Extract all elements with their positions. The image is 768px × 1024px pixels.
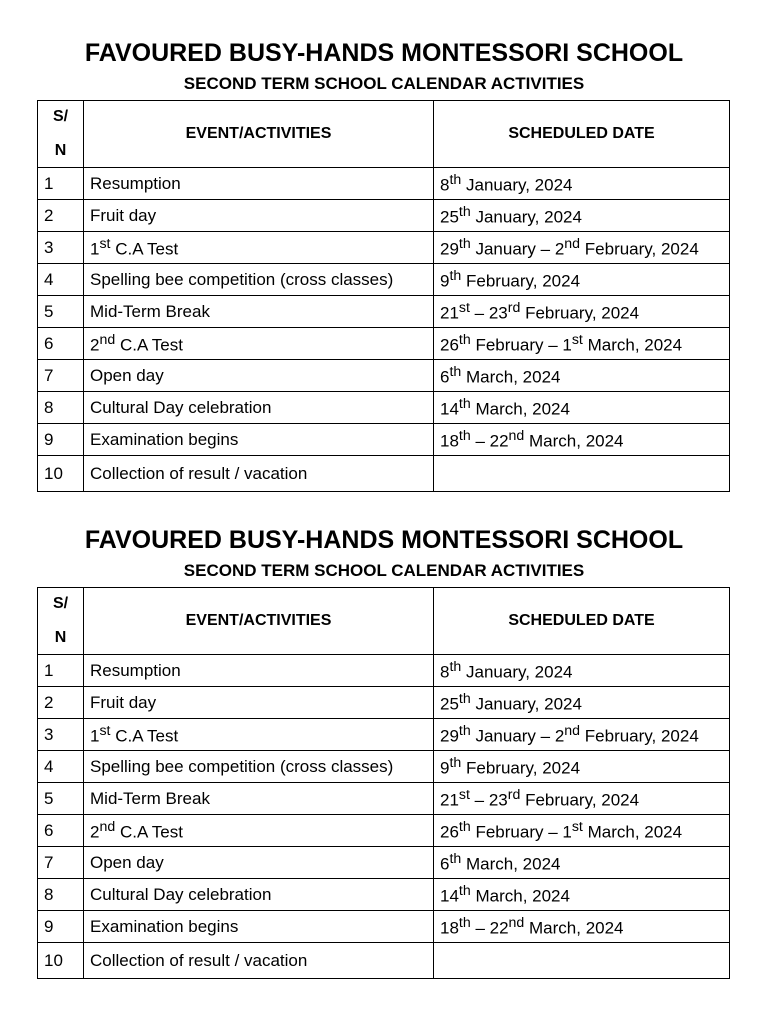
date-cell: 9th February, 2024 xyxy=(434,751,730,783)
calendar-table xyxy=(37,100,730,492)
event-cell: Collection of result / vacation xyxy=(84,456,434,492)
sn-cell: 1 xyxy=(38,168,84,200)
date-cell: 25th January, 2024 xyxy=(434,687,730,719)
date-cell: 26th February – 1st March, 2024 xyxy=(434,328,730,360)
sn-cell: 10 xyxy=(38,943,84,979)
event-cell: 2nd C.A Test xyxy=(84,328,434,360)
table-row xyxy=(38,328,730,360)
date-cell: 18th – 22nd March, 2024 xyxy=(434,911,730,943)
event-cell: Spelling bee competition (cross classes) xyxy=(84,751,434,783)
event-cell: Spelling bee competition (cross classes) xyxy=(84,264,434,296)
event-cell: Examination begins xyxy=(84,911,434,943)
event-cell: 2nd C.A Test xyxy=(84,815,434,847)
table-row xyxy=(38,296,730,328)
sn-cell: 10 xyxy=(38,456,84,492)
table-header-row xyxy=(38,101,730,168)
date-cell: 6th March, 2024 xyxy=(434,847,730,879)
date-cell: 21st – 23rd February, 2024 xyxy=(434,296,730,328)
sn-cell: 5 xyxy=(38,783,84,815)
calendar-subtitle: SECOND TERM SCHOOL CALENDAR ACTIVITIES xyxy=(183,74,585,93)
event-cell: Resumption xyxy=(84,655,434,687)
calendar-rows xyxy=(38,168,730,492)
event-cell: Mid-Term Break xyxy=(84,783,434,815)
sn-cell: 6 xyxy=(38,815,84,847)
event-cell: Collection of result / vacation xyxy=(84,943,434,979)
sn-header-top: S/ xyxy=(52,595,69,612)
sn-header-bottom: N xyxy=(54,142,67,159)
event-cell: Examination begins xyxy=(84,424,434,456)
school-title: FAVOURED BUSY-HANDS MONTESSORI SCHOOL xyxy=(84,39,684,67)
table-row xyxy=(38,719,730,751)
event-cell: Fruit day xyxy=(84,200,434,232)
event-header: EVENT/ACTIVITIES xyxy=(84,101,434,168)
table-row xyxy=(38,943,730,979)
date-cell: 14th March, 2024 xyxy=(434,879,730,911)
event-cell: Cultural Day celebration xyxy=(84,392,434,424)
date-cell: 18th – 22nd March, 2024 xyxy=(434,424,730,456)
date-header: SCHEDULED DATE xyxy=(434,101,730,168)
sn-cell: 5 xyxy=(38,296,84,328)
sn-cell: 1 xyxy=(38,655,84,687)
table-row xyxy=(38,911,730,943)
table-row xyxy=(38,264,730,296)
sn-header-top: S/ xyxy=(52,108,69,125)
event-header: EVENT/ACTIVITIES xyxy=(84,588,434,655)
date-cell: 8th January, 2024 xyxy=(434,168,730,200)
event-cell: Resumption xyxy=(84,168,434,200)
calendar-rows xyxy=(38,655,730,979)
sn-header xyxy=(38,101,84,168)
table-row xyxy=(38,655,730,687)
table-row xyxy=(38,232,730,264)
table-row xyxy=(38,847,730,879)
date-cell: 9th February, 2024 xyxy=(434,264,730,296)
table-row xyxy=(38,879,730,911)
date-cell: 29th January – 2nd February, 2024 xyxy=(434,232,730,264)
date-header: SCHEDULED DATE xyxy=(434,588,730,655)
date-cell: 25th January, 2024 xyxy=(434,200,730,232)
table-row xyxy=(38,783,730,815)
sn-cell: 8 xyxy=(38,879,84,911)
school-title: FAVOURED BUSY-HANDS MONTESSORI SCHOOL xyxy=(84,526,684,554)
table-row xyxy=(38,360,730,392)
date-cell xyxy=(434,943,730,979)
date-cell: 26th February – 1st March, 2024 xyxy=(434,815,730,847)
calendar-block-2 xyxy=(0,523,768,970)
calendar-subtitle: SECOND TERM SCHOOL CALENDAR ACTIVITIES xyxy=(183,561,585,580)
date-cell: 29th January – 2nd February, 2024 xyxy=(434,719,730,751)
event-cell: 1st C.A Test xyxy=(84,719,434,751)
table-row xyxy=(38,751,730,783)
event-cell: 1st C.A Test xyxy=(84,232,434,264)
event-cell: Open day xyxy=(84,360,434,392)
table-row xyxy=(38,424,730,456)
sn-cell: 4 xyxy=(38,751,84,783)
table-row xyxy=(38,687,730,719)
table-row xyxy=(38,200,730,232)
sn-cell: 7 xyxy=(38,847,84,879)
table-header-row xyxy=(38,588,730,655)
sn-header-bottom: N xyxy=(54,629,67,646)
sn-cell: 9 xyxy=(38,911,84,943)
sn-cell: 9 xyxy=(38,424,84,456)
sn-cell: 2 xyxy=(38,687,84,719)
date-cell xyxy=(434,456,730,492)
sn-cell: 6 xyxy=(38,328,84,360)
date-cell: 14th March, 2024 xyxy=(434,392,730,424)
calendar-table xyxy=(37,587,730,979)
date-cell: 21st – 23rd February, 2024 xyxy=(434,783,730,815)
table-row xyxy=(38,168,730,200)
table-row xyxy=(38,392,730,424)
sn-cell: 3 xyxy=(38,232,84,264)
event-cell: Fruit day xyxy=(84,687,434,719)
sn-cell: 7 xyxy=(38,360,84,392)
calendar-block-1 xyxy=(0,36,768,483)
sn-cell: 8 xyxy=(38,392,84,424)
sn-header xyxy=(38,588,84,655)
date-cell: 6th March, 2024 xyxy=(434,360,730,392)
table-row xyxy=(38,815,730,847)
sn-cell: 3 xyxy=(38,719,84,751)
sn-cell: 4 xyxy=(38,264,84,296)
event-cell: Open day xyxy=(84,847,434,879)
date-cell: 8th January, 2024 xyxy=(434,655,730,687)
event-cell: Cultural Day celebration xyxy=(84,879,434,911)
table-row xyxy=(38,456,730,492)
event-cell: Mid-Term Break xyxy=(84,296,434,328)
sn-cell: 2 xyxy=(38,200,84,232)
